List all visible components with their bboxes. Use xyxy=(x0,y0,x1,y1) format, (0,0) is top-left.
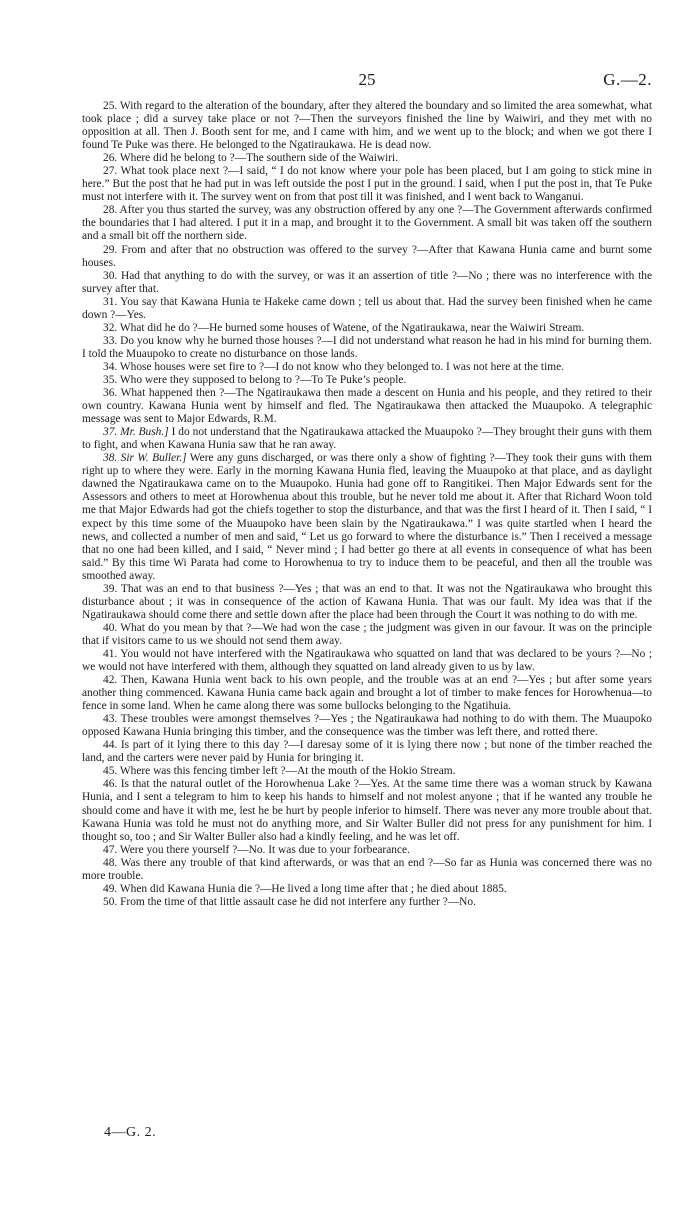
paragraph xyxy=(82,204,652,243)
document-reference: G.—2. xyxy=(603,70,652,89)
paragraph xyxy=(82,100,652,152)
paragraph-text: 45. Where was this fencing timber left ?—At the mouth of the Hokio Stream. xyxy=(103,765,456,778)
paragraph xyxy=(82,387,652,426)
paragraph-text: 47. Were you there yourself ?—No. It was due to your forbearance. xyxy=(103,843,410,856)
printer-signature: 4—G. 2. xyxy=(104,1125,157,1140)
speaker-label: 38. Sir W. Buller.] xyxy=(103,452,187,465)
paragraph xyxy=(82,270,652,296)
paragraph xyxy=(82,583,652,622)
paragraph xyxy=(82,622,652,648)
paragraph-text: 43. These troubles were amongst themselves ?—Yes ; the Ngatiraukawa had nothing to do with them. The Muaupoko opposed Kawana Hunia bringing this timber, and the consequence was the timber was left there, and rotted there. xyxy=(82,713,652,739)
paragraph xyxy=(82,374,652,387)
paragraph xyxy=(82,857,652,883)
paragraph-text: 49. When did Kawana Hunia die ?—He lived a long time after that ; he died about 1885. xyxy=(103,882,507,895)
paragraph-text: 44. Is part of it lying there to this day ?—I daresay some of it is lying there now ; but none of the timber reached the land, and the carters were never paid by Hunia for bringing it. xyxy=(82,739,652,765)
paragraph xyxy=(82,361,652,374)
paragraph-text: 33. Do you know why he burned those houses ?—I did not understand what reason he had in his mind for burning them. I told the Muaupoko to create no disturbance on those lands. xyxy=(82,334,652,360)
paragraph-text: 35. Who were they supposed to belong to ?—To Te Puke’s people. xyxy=(103,373,407,386)
speaker-label: 37. Mr. Bush.] xyxy=(103,426,169,439)
paragraph-text: 34. Whose houses were set fire to ?—I do not know who they belonged to. I was not here at the time. xyxy=(103,360,564,373)
paragraph xyxy=(82,844,652,857)
paragraph xyxy=(82,244,652,270)
paragraph xyxy=(82,648,652,674)
paragraph xyxy=(82,296,652,322)
paragraph xyxy=(82,739,652,765)
paragraph-text: 42. Then, Kawana Hunia went back to his own people, and the trouble was at an end ?—Yes ; but after some years another thing commenced. Kawana Hunia came back again and brought a lot of timber to make fences for Horowhenua—to fence in some land. When he came along there was some bullocks belonging to the Ngatihuia. xyxy=(82,674,652,713)
paragraph xyxy=(82,152,652,165)
paragraph xyxy=(82,883,652,896)
paragraph xyxy=(82,896,652,909)
paragraph xyxy=(82,674,652,713)
paragraph-text: 28. After you thus started the survey, was any obstruction offered by any one ?—The Government afterwards confirmed the boundaries that I had altered. I put it in a map, and brought it to the Government. A small bit was taken off the southern and a small bit off the northern side. xyxy=(82,204,652,243)
body-text xyxy=(82,100,652,909)
paragraph-text: 26. Where did he belong to ?—The southern side of the Waiwiri. xyxy=(103,152,399,165)
paragraph-text: 30. Had that anything to do with the survey, or was it an assertion of title ?—No ; there was no interference with the survey after that. xyxy=(82,269,652,295)
paragraph-text: 31. You say that Kawana Hunia te Hakeke came down ; tell us about that. Had the survey been finished when he came down ?—Yes. xyxy=(82,295,652,321)
paragraph-text: Were any guns discharged, or was there only a show of fighting ?—They took their guns with them right up to where they were. Early in the morning Kawana Hunia fled, leaving the Muaupoko at that place, and as daylight dawned the Ngatiraukawa came on to the Muaupoko. Hunia had gone off to Rangitikei. Then Major Edwards sent for the Assessors and others to meet at Horowhenua about this trouble, but he never told me about it. After that Richard Woon told me that Major Edwards had got the chiefs together to stop the disturbance, and that was the first I heard of it. Then I said, “ I expect by this time some of the Muaupoko have been slain by the Ngatiraukawa.” I was quite startled when I heard the news, and collected a number of men and said, “ Let us go forward to where the disturbance is.” Then I received a message that no one had been killed, and I said, “ Never mind ; I had better go there at all events in consequence of what has been said.” By this time Wi Parata had come to Horowhenua to try to induce them to be peaceful, and then all the trouble was smoothed away. xyxy=(82,452,652,582)
paragraph-text: 25. With regard to the alteration of the boundary, after they altered the boundary and so limited the area somewhat, what took place ; did a survey take place or not ?—Then the surveyors finished the line by Waiwiri, and they met with no opposition at all. Then J. Booth sent for me, and I came with him, and we went up to the block; and when we got there I found Te Puke was there. He belonged to the Ngatiraukawa. He is dead now. xyxy=(82,100,652,152)
paragraph-text: I do not understand that the Ngatiraukawa attacked the Muaupoko ?—They brought their guns with them to fight, and when Kawana Hunia saw that he ran away. xyxy=(82,426,652,452)
paragraph-text: 46. Is that the natural outlet of the Horowhenua Lake ?—Yes. At the same time there was a woman struck by Kawana Hunia, and I sent a telegram to him to keep his hands to himself and not molest anyone ; that if he wanted any trouble he should come and have it with me, lest he be hurt by people inferior to himself. There was never any more trouble about that. Kawana Hunia was told he must not do anything more, and Sir Walter Buller did not press for any punishment for him. I thought so, too ; and Sir Walter Buller also had a kindly feeling, and he was let off. xyxy=(82,778,652,843)
paragraph-text: 29. From and after that no obstruction was offered to the survey ?—After that Kawana Hunia came and burnt some houses. xyxy=(82,243,652,269)
paragraph xyxy=(82,165,652,204)
paragraph-text: 39. That was an end to that business ?—Yes ; that was an end to that. It was not the Ngatiraukawa who brought this disturbance about ; it was in consequence of the action of Kawana Hunia. That was our fault. My idea was that if the Ngatiraukawa should come there and settle down after the place had been through the Court it was nothing to do with me. xyxy=(82,582,652,621)
paragraph xyxy=(82,778,652,843)
paragraph xyxy=(82,426,652,452)
paragraph-text: 48. Was there any trouble of that kind afterwards, or was that an end ?—So far as Hunia was concerned there was no more trouble. xyxy=(82,856,652,882)
paragraph xyxy=(82,335,652,361)
paragraph-text: 40. What do you mean by that ?—We had won the case ; the judgment was given in our favour. It was on the principle that if visitors came to us we should not send them away. xyxy=(82,621,652,647)
paragraph-text: 27. What took place next ?—I said, “ I do not know where your pole has been placed, but I am going to stick mine in here.” But the post that he had put in was left outside the post I put in the ground. I said, when I put the post in, that Te Puke must not interfere with it. The survey went on from that post till it was finished, and I went back to Wanganui. xyxy=(82,165,652,204)
paragraph xyxy=(82,713,652,739)
paragraph-text: 36. What happened then ?—The Ngatiraukawa then made a descent on Hunia and his people, and they retired to their own country. Kawana Hunia went by himself and fled. The Ngatiraukawa then attacked the Muaupoko. A telegraphic message was sent to Major Edwards, R.M. xyxy=(82,387,652,426)
page-number: 25 xyxy=(358,70,376,89)
paragraph-text: 32. What did he do ?—He burned some houses of Watene, of the Ngatiraukawa, near the Waiwiri Stream. xyxy=(103,321,585,334)
paragraph xyxy=(82,452,652,582)
paragraph xyxy=(82,322,652,335)
page-header xyxy=(82,70,652,92)
paragraph-text: 41. You would not have interfered with the Ngatiraukawa who squatted on land that was declared to be yours ?—No ; we would not have interfered with them, although they squatted on land already given to us by law. xyxy=(82,647,652,674)
paragraph-text: 50. From the time of that little assault case he did not interfere any further ?—No. xyxy=(103,895,476,908)
paragraph xyxy=(82,765,652,778)
